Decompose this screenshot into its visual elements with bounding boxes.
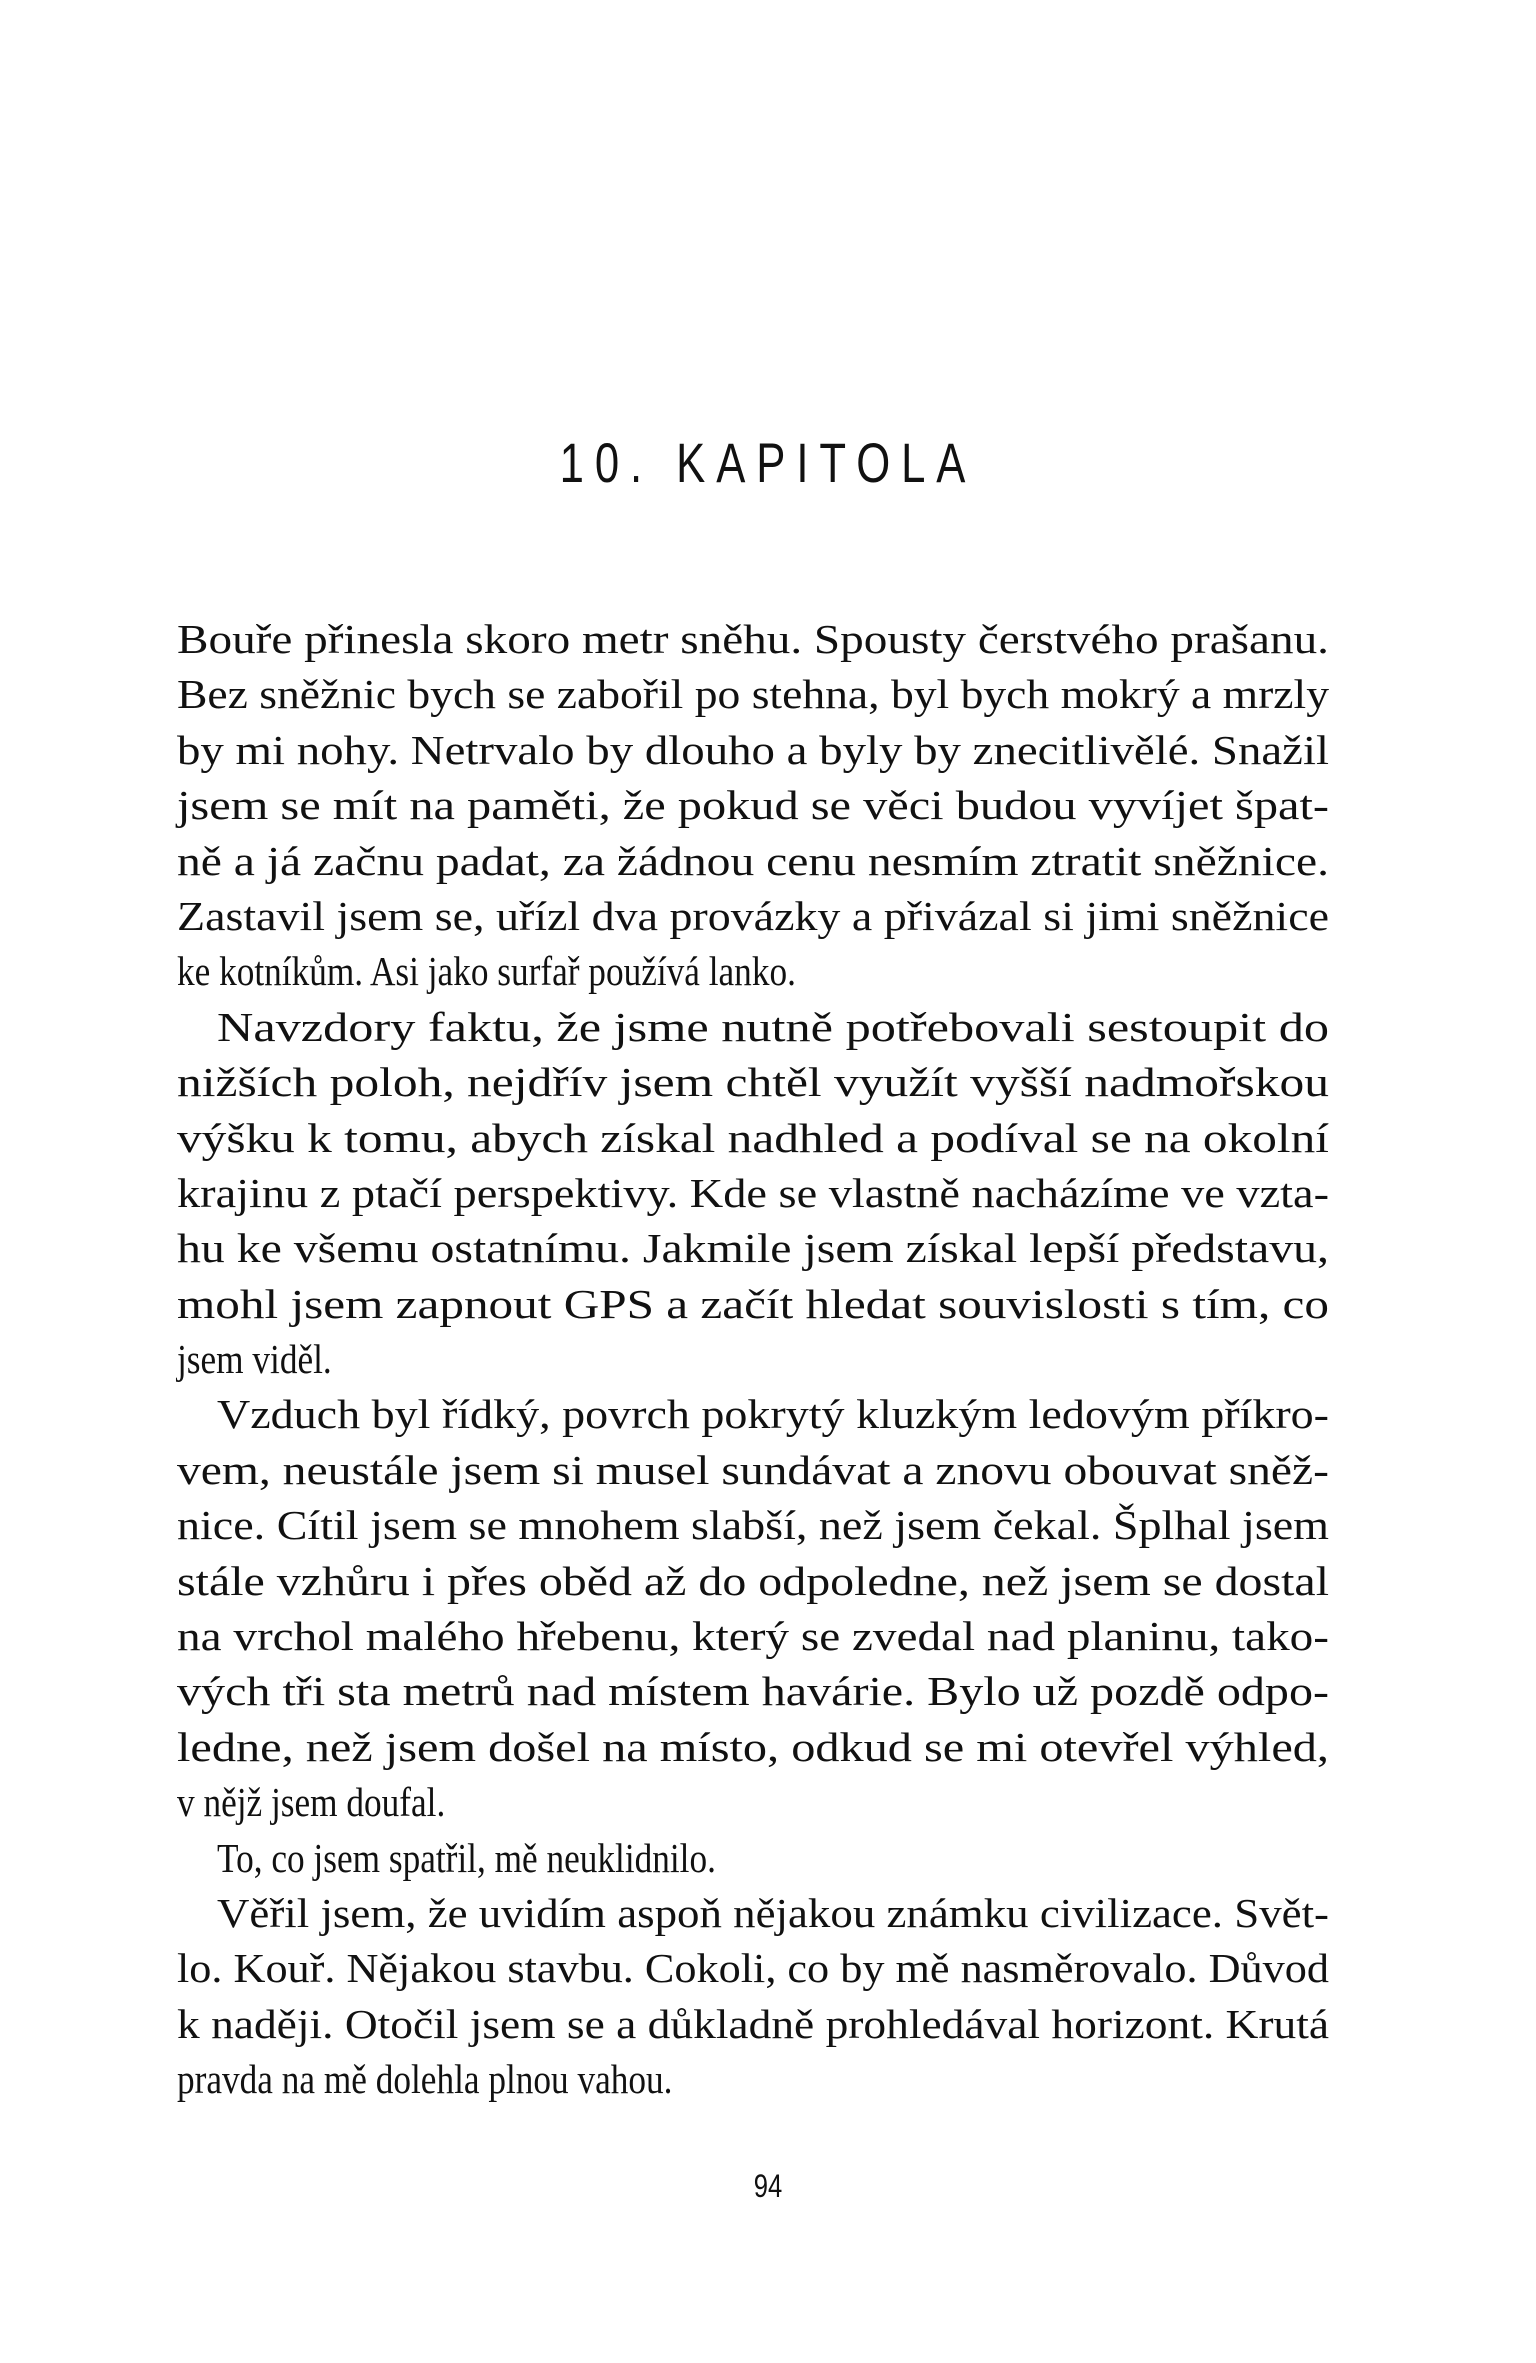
text-line [177,723,1329,778]
text-line-content: Věřil jsem, že uvidím aspoň nějakou známku civilizace. Svět- [217,1889,1329,1936]
text-line [177,889,1329,944]
text-line-content: jsem se mít na paměti, že pokud se věci budou vyvíjet špat- [177,782,1329,829]
text-line-content: k naději. Otočil jsem se a důkladně prohledával horizont. Krutá [177,2000,1329,2047]
text-line-content: lo. Kouř. Nějakou stavbu. Cokoli, co by mě nasměrovalo. Důvod [177,1945,1329,1992]
text-line-content: hu ke všemu ostatnímu. Jakmile jsem získal lepší představu, [177,1225,1329,1272]
text-line-content: jsem viděl. [177,1336,332,1383]
text-line-content: mohl jsem zapnout GPS a začít hledat souvislosti s tím, co [177,1280,1329,1327]
text-line [177,1498,1329,1553]
text-line [177,1720,1329,1775]
text-line [177,1111,1329,1166]
text-line [177,2052,1329,2107]
text-line-content: pravda na mě dolehla plnou vahou. [177,2056,673,2103]
paragraph [177,1387,1329,1830]
text-line [177,612,1329,667]
text-line-content: ledne, než jsem došel na místo, odkud se mi otevřel výhled, [177,1723,1329,1770]
text-line [177,1166,1329,1221]
text-line-content: Bouře přinesla skoro metr sněhu. Spousty čerstvého prašanu. [177,616,1329,662]
text-line [177,778,1329,833]
text-line-content: krajinu z ptačí perspektivy. Kde se vlastně nacházíme ve vzta- [177,1169,1329,1216]
text-line [177,667,1329,722]
text-line-content: v nějž jsem doufal. [177,1779,446,1826]
chapter-title: 10. KAPITOLA [559,431,977,494]
text-line-content: Zastavil jsem se, uřízl dva provázky a přivázal si jimi sněžnice [177,892,1329,939]
body-text [177,612,1329,2108]
text-line [177,1221,1329,1276]
text-line-content: ke kotníkům. Asi jako surfař používá lanko. [177,948,796,995]
text-line-content: To, co jsem spatřil, mě neuklidnilo. [217,1834,716,1881]
text-line [177,1554,1329,1609]
text-line-content: Bez sněžnic bych se zabořil po stehna, byl bych mokrý a mrzly [177,671,1329,718]
text-line-content: stále vzhůru i přes oběd až do odpoledne, než jsem se dostal [177,1557,1329,1604]
paragraph [177,1831,1329,1886]
text-line [177,1941,1329,1996]
text-line [177,1443,1329,1498]
text-line [177,1332,1329,1387]
text-line-content: Navzdory faktu, že jsme nutně potřebovali sestoupit do [217,1003,1329,1050]
text-line-content: Vzduch byl řídký, povrch pokrytý kluzkým ledovým příkro- [217,1391,1329,1438]
text-line-content: ně a já začnu padat, za žádnou cenu nesmím ztratit sněžnice. [177,837,1329,884]
text-line [177,1886,1329,1941]
text-line-content: výšku k tomu, abych získal nadhled a podíval se na okolní [177,1114,1329,1161]
text-line [177,1055,1329,1110]
paragraph [177,1000,1329,1388]
paragraph [177,1886,1329,2108]
text-line-content: na vrchol malého hřebenu, který se zvedal nad planinu, tako- [177,1613,1329,1660]
text-line [177,834,1329,889]
text-line [177,1000,1329,1055]
text-line [177,1775,1329,1830]
text-line [177,1664,1329,1719]
text-line [177,1387,1329,1442]
text-line [177,1277,1329,1332]
text-line-content: by mi nohy. Netrvalo by dlouho a byly by znecitlivělé. Snažil [177,726,1329,773]
text-line-content: nice. Cítil jsem se mnohem slabší, než jsem čekal. Šplhal jsem [177,1502,1329,1549]
text-line-content: vem, neustále jsem si musel sundávat a znovu obouvat sněž- [177,1446,1329,1493]
page-number: 94 [753,2168,783,2204]
text-line-content: vých tři sta metrů nad místem havárie. Bylo už pozdě odpo- [177,1668,1329,1715]
paragraph [177,612,1329,1000]
text-line-content: nižších poloh, nejdřív jsem chtěl využít vyšší nadmořskou [177,1059,1329,1106]
text-line [177,944,1329,999]
text-line [177,1609,1329,1664]
text-line [177,1997,1329,2052]
text-line [177,1831,1329,1886]
